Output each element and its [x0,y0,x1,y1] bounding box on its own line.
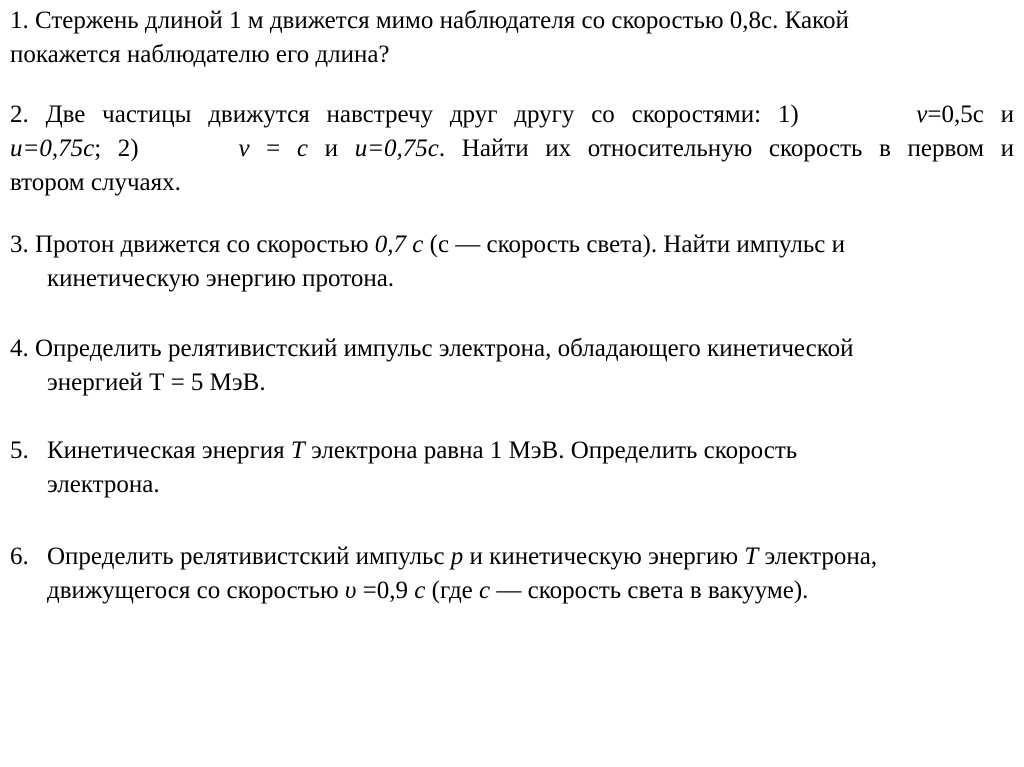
problem-1 [10,4,1014,72]
var-T: T [744,543,759,570]
value: =0,5с и [927,101,1015,128]
problem-text: (где [431,577,473,604]
speed-value: 0,7 с [374,231,424,258]
conjunction: и [308,135,355,162]
problem-5 [10,434,1024,502]
problem-text: Протон движется со скоростью [35,231,369,258]
problem-text: . Найти их относительную скорость в первом и [438,135,1014,162]
problem-text: Определить релятивистский импульс [47,543,445,570]
problem-2-line-1 [10,98,1014,132]
problem-number: 2. [10,101,29,128]
problem-4 [10,332,1024,400]
problem-6 [10,540,1024,608]
problem-text: и кинетическую энергию [469,543,739,570]
problem-1-line-1 [10,4,1014,38]
var-v: v [916,101,928,128]
var-p: p [450,543,464,570]
problem-number: 1. [10,7,29,34]
problem-text: движущегося со скоростью [47,577,339,604]
problem-2 [10,98,1014,200]
problem-text: Две частицы движутся навстречу друг другу со скоростями: 1) [45,101,799,128]
problem-text: — скорость света в вакууме). [496,577,809,604]
var-c: c [296,135,309,162]
problem-2-line-2 [10,132,1014,166]
problem-text: ; 2) [94,135,139,162]
problem-number: 5. [10,437,29,464]
problem-text: Определить релятивистский импульс электрона, обладающего кинетической [35,335,854,362]
problem-text: Кинетическая энергия [47,437,285,464]
var-c: c [479,577,491,604]
problem-text: электрона, [764,543,878,570]
problem-3-line-2: кинетическую энергию протона. [47,265,395,292]
problem-4-line-2: энергией Т = 5 МэВ. [47,369,266,396]
var-v: υ [344,577,357,604]
problem-1-line-2: покажется наблюдателю его длина? [10,41,390,68]
problem-2-line-3: втором случаях. [10,169,181,196]
value: =0,9 [362,577,409,604]
var-T: T [290,437,305,464]
problem-text: (с — скорость света). Найти импульс и [429,231,845,258]
problem-3 [10,228,1024,296]
problem-number: 4. [10,335,29,362]
problem-text: Стержень длиной 1 м движется мимо наблюдателя со скоростью 0,8с. Какой [35,7,849,34]
var-v: v [238,135,250,162]
problem-number: 6. [10,543,29,570]
var-c: c [414,577,426,604]
problem-number: 3. [10,231,29,258]
var-u: u=0,75c [10,135,95,162]
problem-text: электрона равна 1 МэВ. Определить скорость [311,437,798,464]
var-u: u=0,75c [354,135,439,162]
equals: = [249,135,297,162]
problem-5-line-2: электрона. [47,471,160,498]
